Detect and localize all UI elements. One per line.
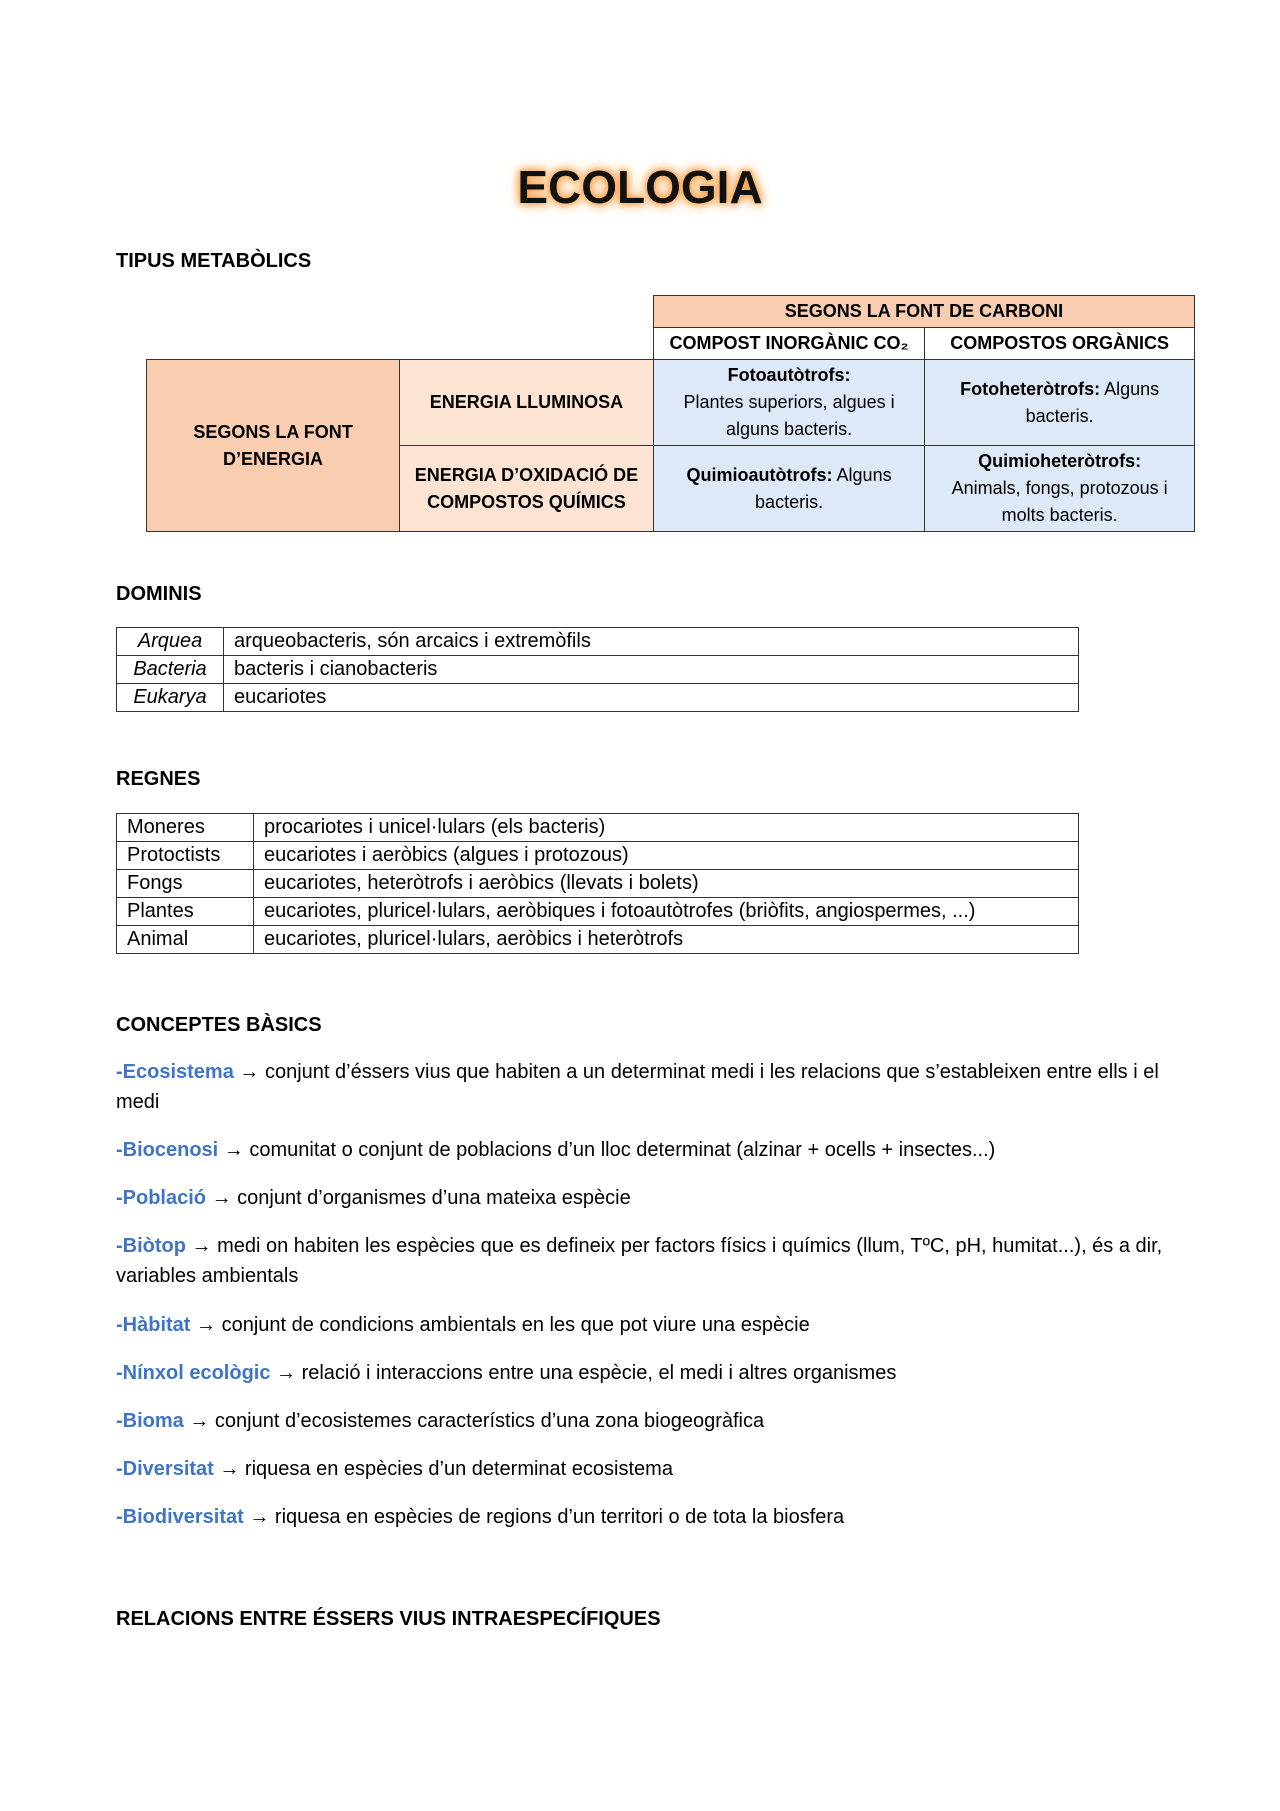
concept-term: -Biodiversitat — [116, 1506, 244, 1528]
cell-fotoheterotrofs — [925, 360, 1195, 446]
col-inorganic-header: COMPOST INORGÀNIC CO₂ — [653, 328, 924, 360]
blank-cell — [400, 296, 654, 328]
concept-term: -Nínxol ecològic — [116, 1362, 271, 1384]
table-row — [117, 684, 1079, 712]
domain-name: Bacteria — [117, 656, 224, 684]
table-row — [117, 842, 1079, 870]
domain-desc: arqueobacteris, són arcaics i extremòfils — [224, 628, 1079, 656]
desc-quimioheterotrofs: Animals, fongs, protozous i molts bacteris. — [951, 478, 1168, 525]
dominis-table — [116, 627, 1079, 712]
concept-item — [116, 1057, 1176, 1117]
concept-desc: → relació i interaccions entre una espècie, el medi i altres organismes — [270, 1362, 897, 1384]
table-row — [117, 814, 1079, 842]
cell-quimioheterotrofs — [925, 446, 1195, 532]
row-light-energy: ENERGIA LLUMINOSA — [400, 360, 654, 446]
term-quimioheterotrofs: Quimioheteròtrofs: — [978, 451, 1142, 471]
concept-item — [116, 1183, 1176, 1213]
concept-item — [116, 1310, 1176, 1340]
concept-term: -Bioma — [116, 1410, 184, 1432]
desc-fotoautotrofs: Plantes superiors, algues i alguns bacteris. — [683, 392, 895, 439]
table-row — [117, 656, 1079, 684]
kingdom-desc: eucariotes, pluricel·lulars, aeròbiques i fotoautòtrofes (briòfits, angiospermes, ...) — [254, 898, 1079, 926]
cell-fotoautotrofs — [653, 360, 924, 446]
blank-cell — [147, 296, 400, 328]
concept-desc: → conjunt de condicions ambientals en les que pot viure una espècie — [190, 1314, 810, 1336]
concept-term: -Població — [116, 1187, 207, 1209]
kingdom-name: Plantes — [117, 898, 254, 926]
domain-desc: eucariotes — [224, 684, 1079, 712]
kingdom-name: Animal — [117, 926, 254, 954]
concept-term: -Biòtop — [116, 1235, 186, 1257]
kingdom-name: Protoctists — [117, 842, 254, 870]
concept-desc: → conjunt d’éssers vius que habiten a un determinat medi i les relacions que s’estableixen entre ells i el medi — [116, 1061, 1159, 1113]
blank-cell — [400, 328, 654, 360]
domain-name: Eukarya — [117, 684, 224, 712]
heading-conceptes: CONCEPTES BÀSICS — [116, 1014, 322, 1036]
concept-item — [116, 1135, 1176, 1165]
concept-term: -Diversitat — [116, 1458, 214, 1480]
term-fotoautotrofs: Fotoautòtrofs: — [727, 365, 851, 385]
table-row — [117, 870, 1079, 898]
concept-desc: → medi on habiten les espècies que es defineix per factors físics i químics (llum, TºC, pH, humitat...), és a dir, variables ambientals — [116, 1235, 1163, 1287]
concept-item — [116, 1358, 1176, 1388]
carbon-source-header: SEGONS LA FONT DE CARBONI — [653, 296, 1194, 328]
term-quimioautotrofs: Quimioautòtrofs: — [686, 464, 833, 485]
concept-desc: → riquesa en espècies de regions d’un territori o de tota la biosfera — [243, 1506, 845, 1528]
concept-desc: → riquesa en espècies d’un determinat ecosistema — [213, 1458, 673, 1480]
cell-quimioautotrofs — [653, 446, 924, 532]
concept-item — [116, 1406, 1176, 1436]
kingdom-desc: eucariotes, pluricel·lulars, aeròbics i heteròtrofs — [254, 926, 1079, 954]
desc-fotoheterotrofs: Alguns bacteris. — [1025, 378, 1160, 426]
concept-desc: → conjunt d’ecosistemes característics d’una zona biogeogràfica — [183, 1410, 765, 1432]
page-title: ECOLOGIA — [517, 161, 763, 213]
heading-dominis: DOMINIS — [116, 583, 202, 605]
domain-desc: bacteris i cianobacteris — [224, 656, 1079, 684]
kingdom-name: Fongs — [117, 870, 254, 898]
table-row — [117, 898, 1079, 926]
blank-cell — [147, 328, 400, 360]
term-fotoheterotrofs: Fotoheteròtrofs: — [960, 378, 1101, 399]
kingdom-desc: procariotes i unicel·lulars (els bacteris) — [254, 814, 1079, 842]
concept-item — [116, 1454, 1176, 1484]
metabolic-types-table — [146, 295, 1195, 532]
col-organic-header: COMPOSTOS ORGÀNICS — [925, 328, 1195, 360]
desc-quimioautotrofs: Alguns bacteris. — [755, 464, 892, 512]
concept-term: -Ecosistema — [116, 1061, 234, 1083]
energy-source-header: SEGONS LA FONT D’ENERGIA — [147, 360, 400, 532]
regnes-table — [116, 813, 1079, 954]
concept-item — [116, 1231, 1176, 1291]
heading-regnes: REGNES — [116, 768, 201, 790]
table-row — [117, 628, 1079, 656]
kingdom-desc: eucariotes, heteròtrofs i aeròbics (llevats i bolets) — [254, 870, 1079, 898]
concept-item — [116, 1502, 1176, 1532]
kingdom-desc: eucariotes i aeròbics (algues i protozous) — [254, 842, 1079, 870]
concept-desc: → conjunt d’organismes d’una mateixa espècie — [206, 1187, 631, 1209]
heading-relacions: RELACIONS ENTRE ÉSSERS VIUS INTRAESPECÍFIQUES — [116, 1608, 661, 1630]
table-row — [117, 926, 1079, 954]
domain-name: Arquea — [117, 628, 224, 656]
concept-term: -Biocenosi — [116, 1139, 219, 1161]
concept-desc: → comunitat o conjunt de poblacions d’un lloc determinat (alzinar + ocells + insectes...) — [218, 1139, 996, 1161]
kingdom-name: Moneres — [117, 814, 254, 842]
heading-tipus-metabolics: TIPUS METABÒLICS — [116, 250, 312, 272]
concept-term: -Hàbitat — [116, 1314, 191, 1336]
row-chemical-energy: ENERGIA D’OXIDACIÓ DE COMPOSTOS QUÍMICS — [400, 446, 654, 532]
